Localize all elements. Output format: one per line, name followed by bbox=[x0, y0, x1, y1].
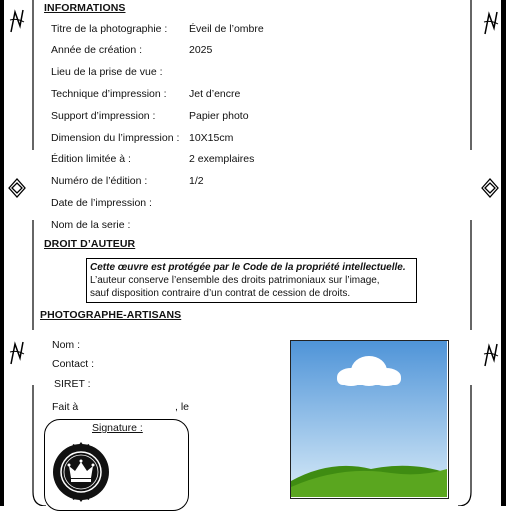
info-label: Édition limitée à : bbox=[51, 153, 131, 165]
contact-label: Contact : bbox=[52, 358, 95, 370]
ornament-icon bbox=[7, 8, 27, 34]
info-value: 2 exemplaires bbox=[189, 153, 255, 165]
info-value: 10X15cm bbox=[189, 132, 234, 144]
ornament-icon bbox=[481, 10, 501, 36]
info-value: Papier photo bbox=[189, 110, 249, 122]
info-label: Lieu de la prise de vue : bbox=[51, 66, 163, 78]
signature-label: Signature : bbox=[92, 422, 143, 434]
ornament-icon bbox=[7, 340, 27, 366]
info-label: Nom de la serie : bbox=[51, 219, 131, 231]
copyright-statement-line: L’auteur conserve l’ensemble des droits patrimoniaux sur l’image, bbox=[90, 275, 380, 286]
info-value: 1/2 bbox=[189, 175, 204, 187]
ornament-icon bbox=[7, 175, 27, 201]
info-value: 2025 bbox=[189, 44, 213, 56]
siret-label: SIRET : bbox=[54, 378, 91, 390]
photo-frame bbox=[290, 340, 449, 499]
copyright-statement-bold: Cette œuvre est protégée par le Code de la propriété intellectuelle. bbox=[90, 262, 406, 273]
info-label: Date de l’impression : bbox=[51, 197, 152, 209]
info-label: Support d’impression : bbox=[51, 110, 156, 122]
informations-heading: INFORMATIONS bbox=[44, 2, 126, 14]
copyright-statement-line: sauf disposition contraire d’un contrat de cession de droits. bbox=[90, 288, 351, 299]
fait-a-label: Fait à bbox=[52, 401, 79, 413]
ornament-icon bbox=[481, 342, 501, 368]
info-value: Éveil de l’ombre bbox=[189, 23, 264, 35]
info-label: Année de création : bbox=[51, 44, 143, 56]
info-label: Technique d’impression : bbox=[51, 88, 167, 100]
info-label: Dimension du l’impression : bbox=[51, 132, 180, 144]
crown-seal-icon bbox=[51, 442, 111, 502]
info-value: Jet d’encre bbox=[189, 88, 241, 100]
ornament-icon bbox=[480, 175, 500, 201]
info-label: Titre de la photographie : bbox=[51, 23, 168, 35]
landscape-placeholder-icon bbox=[291, 341, 447, 497]
nom-label: Nom : bbox=[52, 339, 81, 351]
info-label: Numéro de l’édition : bbox=[51, 175, 148, 187]
photographe-heading: PHOTOGRAPHE-ARTISANS bbox=[40, 309, 182, 321]
droit-auteur-heading: DROIT D’AUTEUR bbox=[44, 238, 136, 250]
date-le-label: , le bbox=[175, 401, 190, 413]
copyright-notice-box bbox=[86, 258, 417, 303]
